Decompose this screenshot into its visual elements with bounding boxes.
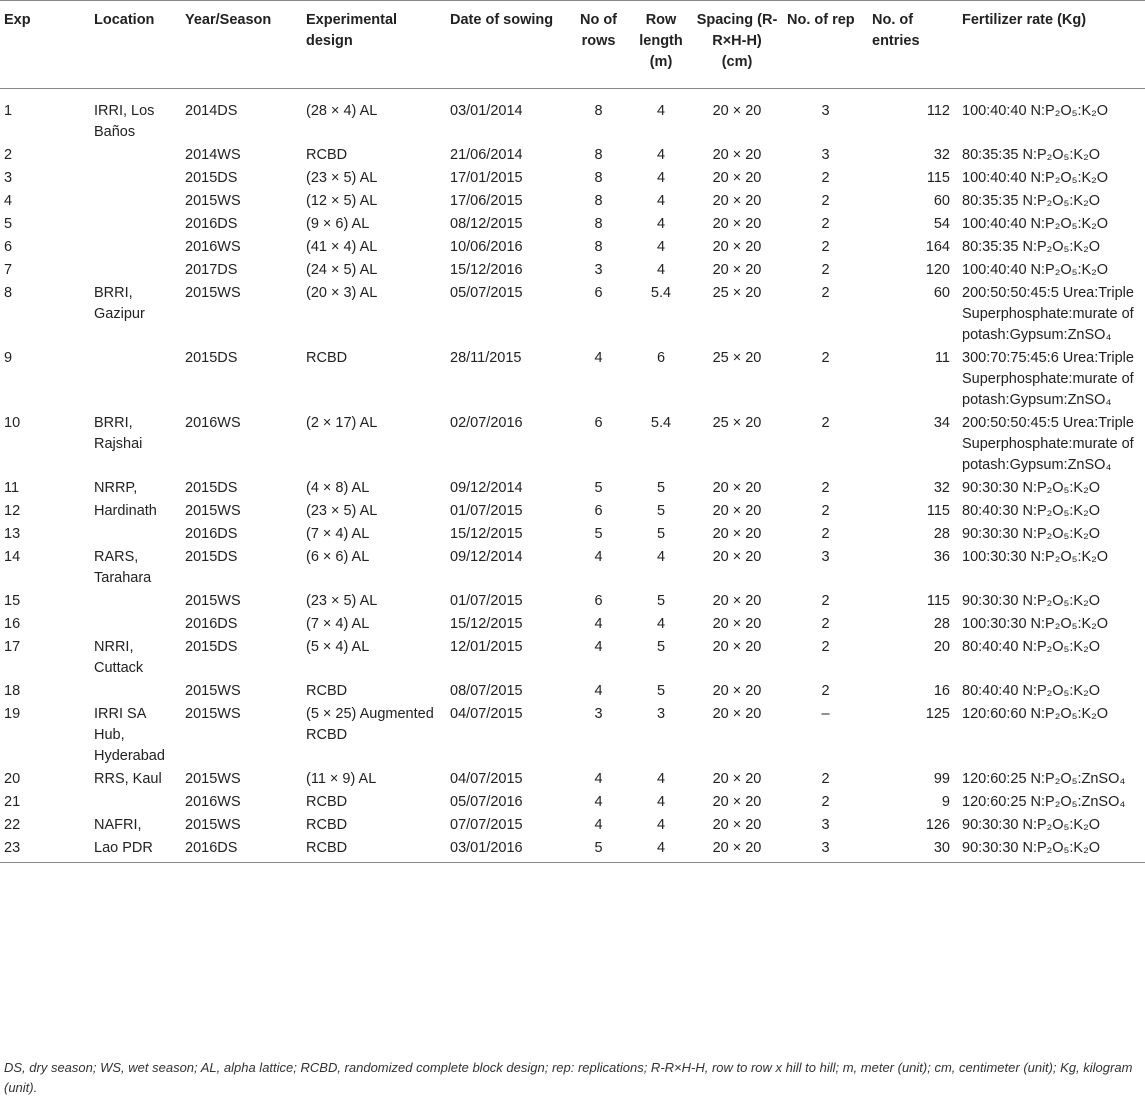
cell-design: (41 × 4) AL — [306, 239, 378, 255]
cell-exp: 15 — [4, 593, 21, 609]
cell-design: (12 × 5) AL — [306, 193, 378, 209]
cell-date: 15/12/2016 — [450, 262, 523, 278]
cell-no-of-entries: 60 — [933, 193, 950, 209]
cell-no-of-rep: 2 — [821, 262, 830, 278]
cell-design: (7 × 4) AL — [306, 616, 370, 632]
cell-no-of-entries: 54 — [933, 216, 950, 232]
cell-fertilizer-rate: 90:30:30 N:P₂O₅:K₂O — [962, 480, 1100, 496]
cell-row-length: 6 — [656, 350, 666, 366]
cell-year-season: 2015WS — [185, 285, 241, 301]
table-row — [0, 346, 1145, 411]
cell-no-of-rep: 2 — [821, 285, 830, 301]
cell-no-of-rep: 2 — [821, 239, 830, 255]
cell-row-length: 4 — [656, 817, 666, 833]
cell-row-length: 4 — [631, 836, 691, 863]
table-row — [0, 476, 1145, 499]
cell-spacing: 20 × 20 — [712, 616, 762, 632]
cell-fertilizer-rate: 100:30:30 N:P₂O₅:K₂O — [962, 616, 1109, 632]
cell-date: 05/07/2016 — [450, 794, 523, 810]
table-row — [0, 189, 1145, 212]
cell-no-of-rep: 2 — [821, 526, 830, 542]
cell-no-of-rows: 5 — [594, 480, 603, 496]
cell-spacing: 20 × 20 — [712, 103, 762, 119]
cell-fertilizer-rate: 90:30:30 N:P₂O₅:K₂O — [962, 526, 1100, 542]
cell-exp: 17 — [4, 639, 21, 655]
cell-no-of-rows: 8 — [594, 103, 603, 119]
cell-design: (5 × 4) AL — [306, 639, 370, 655]
cell-date: 21/06/2014 — [450, 147, 523, 163]
cell-location: IRRI, Los Baños — [94, 103, 155, 140]
cell-fertilizer-rate: 200:50:50:45:5 Urea:Triple Superphosphate:murate of potash:Gypsum:ZnSO₄ — [962, 285, 1134, 343]
cell-no-of-rows: 5 — [566, 836, 631, 863]
cell-exp: 22 — [4, 817, 21, 833]
cell-spacing: 20 × 20 — [712, 526, 762, 542]
cell-exp: 3 — [4, 170, 13, 186]
cell-spacing: 20 × 20 — [712, 480, 762, 496]
cell-row-length: 4 — [656, 794, 666, 810]
cell-exp: 1 — [4, 103, 13, 119]
cell-fertilizer-rate: 100:30:30 N:P₂O₅:K₂O — [962, 549, 1109, 565]
cell-exp: 7 — [4, 262, 13, 278]
cell-no-of-rows: 8 — [594, 216, 603, 232]
cell-year-season: 2016WS — [185, 239, 241, 255]
cell-no-of-rep: 2 — [821, 639, 830, 655]
cell-exp: 19 — [4, 706, 21, 722]
header-exp: Exp — [0, 1, 90, 89]
cell-no-of-rows: 4 — [594, 817, 603, 833]
header-no-of-rows: No of rows — [566, 1, 631, 89]
cell-design: (20 × 3) AL — [306, 285, 378, 301]
cell-fertilizer-rate: 90:30:30 N:P₂O₅:K₂O — [962, 593, 1100, 609]
cell-year-season: 2015DS — [185, 350, 238, 366]
cell-no-of-entries: 30 — [868, 836, 958, 863]
cell-no-of-rep: 3 — [821, 549, 830, 565]
cell-year-season: 2014WS — [185, 147, 241, 163]
cell-spacing: 20 × 20 — [712, 683, 762, 699]
table-row — [0, 813, 1145, 836]
cell-fertilizer-rate: 200:50:50:45:5 Urea:Triple Superphosphate:murate of potash:Gypsum:ZnSO₄ — [962, 415, 1134, 473]
header-no-of-rep: No. of rep — [783, 1, 868, 89]
cell-fertilizer-rate: 80:40:40 N:P₂O₅:K₂O — [962, 639, 1100, 655]
cell-date: 09/12/2014 — [450, 549, 523, 565]
table-row — [0, 790, 1145, 813]
cell-row-length: 5 — [656, 593, 666, 609]
cell-no-of-entries: 120 — [925, 262, 950, 278]
cell-location: RARS, Tarahara — [94, 549, 152, 586]
cell-no-of-rows: 8 — [594, 147, 603, 163]
cell-no-of-rep: – — [821, 706, 830, 722]
cell-row-length: 5 — [656, 683, 666, 699]
cell-no-of-entries: 32 — [933, 147, 950, 163]
cell-design: (6 × 6) AL — [306, 549, 370, 565]
cell-location — [90, 143, 181, 166]
cell-date: 03/01/2016 — [446, 836, 566, 863]
cell-location: Lao PDR — [90, 836, 181, 863]
cell-date: 07/07/2015 — [450, 817, 523, 833]
table-row — [0, 499, 1145, 522]
table-row — [0, 702, 1145, 767]
cell-exp: 4 — [4, 193, 13, 209]
cell-no-of-rep: 3 — [821, 817, 830, 833]
header-no-of-entries: No. of entries — [868, 1, 958, 89]
cell-location: Hardinath — [94, 503, 157, 519]
cell-design: (23 × 5) AL — [306, 170, 378, 186]
table-row — [0, 545, 1145, 589]
cell-no-of-rep: 2 — [821, 593, 830, 609]
cell-no-of-rows: 4 — [594, 771, 603, 787]
header-fertilizer-rate: Fertilizer rate (Kg) — [958, 1, 1145, 89]
cell-row-length: 4 — [656, 170, 666, 186]
cell-no-of-entries: 34 — [933, 415, 950, 431]
cell-design: RCBD — [306, 817, 348, 833]
cell-no-of-rep: 2 — [821, 350, 830, 366]
cell-fertilizer-rate: 120:60:25 N:P₂O₅:ZnSO₄ — [962, 794, 1126, 810]
cell-row-length: 5.4 — [650, 285, 672, 301]
table-row — [0, 767, 1145, 790]
cell-row-length: 3 — [656, 706, 666, 722]
cell-row-length: 4 — [656, 193, 666, 209]
cell-fertilizer-rate: 120:60:60 N:P₂O₅:K₂O — [962, 706, 1109, 722]
cell-exp: 13 — [4, 526, 21, 542]
cell-date: 03/01/2014 — [450, 103, 523, 119]
cell-no-of-rows: 3 — [594, 262, 603, 278]
cell-no-of-rep: 2 — [821, 771, 830, 787]
cell-year-season: 2015WS — [185, 771, 241, 787]
cell-no-of-rows: 4 — [594, 616, 603, 632]
cell-no-of-rows: 4 — [594, 350, 603, 366]
cell-no-of-rep: 2 — [821, 683, 830, 699]
cell-date: 17/01/2015 — [450, 170, 523, 186]
cell-spacing: 25 × 20 — [712, 415, 762, 431]
cell-location: NRRP, — [94, 480, 138, 496]
table-row — [0, 522, 1145, 545]
cell-fertilizer-rate: 90:30:30 N:P₂O₅:K₂O — [958, 836, 1145, 863]
cell-fertilizer-rate: 300:70:75:45:6 Urea:Triple Superphosphate:murate of potash:Gypsum:ZnSO₄ — [962, 350, 1134, 408]
cell-date: 17/06/2015 — [450, 193, 523, 209]
cell-fertilizer-rate: 120:60:25 N:P₂O₅:ZnSO₄ — [962, 771, 1126, 787]
cell-exp: 12 — [4, 503, 21, 519]
cell-no-of-entries: 28 — [933, 526, 950, 542]
cell-fertilizer-rate: 90:30:30 N:P₂O₅:K₂O — [962, 817, 1100, 833]
header-row — [0, 1, 1145, 89]
cell-year-season: 2016DS — [185, 526, 238, 542]
cell-row-length: 5 — [656, 503, 666, 519]
cell-no-of-rep: 3 — [821, 147, 830, 163]
cell-design: (23 × 5) AL — [306, 593, 378, 609]
cell-location: IRRI SA Hub, Hyderabad — [94, 706, 165, 764]
cell-year-season: 2016DS — [185, 616, 238, 632]
cell-date: 12/01/2015 — [450, 639, 523, 655]
cell-no-of-entries: 36 — [933, 549, 950, 565]
cell-exp: 20 — [4, 771, 21, 787]
cell-year-season: 2015WS — [185, 193, 241, 209]
cell-design: (24 × 5) AL — [306, 262, 378, 278]
cell-no-of-rows: 4 — [594, 794, 603, 810]
cell-design: (28 × 4) AL — [306, 103, 378, 119]
cell-date: 28/11/2015 — [450, 350, 522, 366]
cell-no-of-entries: 99 — [933, 771, 950, 787]
cell-design: RCBD — [306, 794, 348, 810]
cell-no-of-rep: 2 — [821, 616, 830, 632]
cell-year-season: 2014DS — [185, 103, 238, 119]
cell-design: (7 × 4) AL — [306, 526, 370, 542]
cell-exp: 5 — [4, 216, 13, 232]
cell-no-of-rows: 4 — [594, 639, 603, 655]
cell-exp: 14 — [4, 549, 21, 565]
cell-no-of-rep: 2 — [821, 480, 830, 496]
cell-spacing: 20 × 20 — [712, 706, 762, 722]
cell-location — [90, 235, 181, 258]
cell-no-of-rows: 8 — [594, 193, 603, 209]
cell-no-of-entries: 112 — [926, 103, 950, 119]
cell-date: 02/07/2016 — [450, 415, 523, 431]
cell-date: 01/07/2015 — [450, 593, 523, 609]
cell-year-season: 2015WS — [185, 593, 241, 609]
cell-no-of-rep: 2 — [821, 503, 830, 519]
header-location: Location — [90, 1, 181, 89]
cell-row-length: 4 — [656, 771, 666, 787]
cell-no-of-entries: 164 — [925, 239, 950, 255]
cell-location — [90, 790, 181, 813]
header-spacing: Spacing (R-R×H-H) (cm) — [691, 1, 783, 89]
cell-no-of-rows: 6 — [594, 593, 603, 609]
cell-fertilizer-rate: 80:35:35 N:P₂O₅:K₂O — [962, 147, 1100, 163]
cell-no-of-entries: 20 — [933, 639, 950, 655]
cell-design: RCBD — [306, 683, 348, 699]
cell-exp: 10 — [4, 415, 21, 431]
cell-no-of-entries: 115 — [926, 593, 950, 609]
cell-exp: 23 — [0, 836, 90, 863]
cell-exp: 18 — [4, 683, 21, 699]
cell-spacing: 20 × 20 — [712, 771, 762, 787]
cell-exp: 2 — [4, 147, 13, 163]
cell-fertilizer-rate: 80:35:35 N:P₂O₅:K₂O — [962, 193, 1100, 209]
cell-spacing: 20 × 20 — [712, 549, 762, 565]
cell-fertilizer-rate: 80:40:30 N:P₂O₅:K₂O — [962, 503, 1100, 519]
table-row — [0, 411, 1145, 476]
cell-design: (11 × 9) AL — [306, 771, 377, 787]
cell-spacing: 25 × 20 — [712, 285, 762, 301]
table-row — [0, 635, 1145, 679]
cell-spacing: 20 × 20 — [712, 639, 762, 655]
table-row — [0, 235, 1145, 258]
cell-location: NRRI, Cuttack — [94, 639, 144, 676]
cell-year-season: 2015WS — [185, 817, 241, 833]
cell-year-season: 2016DS — [181, 836, 302, 863]
cell-no-of-rows: 8 — [594, 239, 603, 255]
cell-location — [90, 346, 181, 411]
cell-no-of-entries: 115 — [926, 503, 950, 519]
cell-design: (2 × 17) AL — [306, 415, 378, 431]
cell-no-of-entries: 60 — [933, 285, 950, 301]
cell-no-of-rows: 6 — [594, 415, 603, 431]
cell-fertilizer-rate: 100:40:40 N:P₂O₅:K₂O — [962, 103, 1109, 119]
cell-no-of-entries: 9 — [941, 794, 950, 810]
cell-no-of-entries: 11 — [934, 350, 950, 366]
cell-no-of-rep: 2 — [821, 170, 830, 186]
cell-no-of-entries: 28 — [933, 616, 950, 632]
cell-year-season: 2015WS — [185, 503, 241, 519]
cell-date: 08/07/2015 — [450, 683, 523, 699]
cell-fertilizer-rate: 100:40:40 N:P₂O₅:K₂O — [962, 216, 1109, 232]
cell-row-length: 4 — [656, 616, 666, 632]
cell-location — [90, 166, 181, 189]
cell-no-of-rows: 8 — [594, 170, 603, 186]
cell-date: 04/07/2015 — [450, 706, 523, 722]
cell-date: 15/12/2015 — [450, 616, 523, 632]
cell-row-length: 5 — [656, 526, 666, 542]
cell-no-of-rows: 4 — [594, 683, 603, 699]
cell-row-length: 4 — [656, 216, 666, 232]
cell-no-of-rows: 6 — [594, 503, 603, 519]
cell-design: RCBD — [306, 350, 348, 366]
cell-date: 15/12/2015 — [450, 526, 523, 542]
table-row — [0, 258, 1145, 281]
cell-no-of-rows: 6 — [594, 285, 603, 301]
cell-fertilizer-rate: 80:40:40 N:P₂O₅:K₂O — [962, 683, 1100, 699]
table-row — [0, 836, 1145, 863]
cell-exp: 9 — [4, 350, 13, 366]
cell-year-season: 2016WS — [185, 794, 241, 810]
table-row — [0, 89, 1145, 144]
cell-design: (23 × 5) AL — [306, 503, 378, 519]
cell-design: (9 × 6) AL — [306, 216, 370, 232]
cell-fertilizer-rate: 100:40:40 N:P₂O₅:K₂O — [962, 170, 1109, 186]
cell-no-of-rep: 3 — [783, 836, 868, 863]
cell-year-season: 2015DS — [185, 639, 238, 655]
cell-spacing: 25 × 20 — [712, 350, 762, 366]
cell-no-of-rep: 2 — [821, 794, 830, 810]
table-footnote: DS, dry season; WS, wet season; AL, alpha lattice; RCBD, randomized complete block design; rep: replications; R-R×H-H, row to row x hill to hill; m, meter (unit); cm, centimeter (unit); Kg, kilogram (unit). — [4, 1060, 1133, 1095]
cell-fertilizer-rate: 80:35:35 N:P₂O₅:K₂O — [962, 239, 1100, 255]
cell-fertilizer-rate: 100:40:40 N:P₂O₅:K₂O — [962, 262, 1109, 278]
cell-spacing: 20 × 20 — [712, 170, 762, 186]
cell-no-of-entries: 126 — [925, 817, 950, 833]
cell-no-of-rows: 5 — [594, 526, 603, 542]
cell-row-length: 5.4 — [650, 415, 672, 431]
cell-location — [90, 679, 181, 702]
cell-row-length: 4 — [656, 549, 666, 565]
cell-no-of-rep: 2 — [821, 415, 830, 431]
cell-year-season: 2016WS — [185, 415, 241, 431]
table-row — [0, 281, 1145, 346]
cell-no-of-entries: 16 — [933, 683, 950, 699]
cell-year-season: 2015DS — [185, 549, 238, 565]
cell-no-of-rows: 3 — [594, 706, 603, 722]
cell-location — [90, 189, 181, 212]
table-body — [0, 89, 1145, 863]
cell-exp: 6 — [4, 239, 13, 255]
table-row — [0, 612, 1145, 635]
cell-no-of-entries: 32 — [933, 480, 950, 496]
cell-spacing: 20 × 20 — [712, 216, 762, 232]
cell-spacing: 20 × 20 — [712, 262, 762, 278]
table-row — [0, 143, 1145, 166]
cell-spacing: 20 × 20 — [712, 147, 762, 163]
cell-date: 08/12/2015 — [450, 216, 523, 232]
cell-year-season: 2015DS — [185, 480, 238, 496]
cell-row-length: 4 — [656, 262, 666, 278]
header-experimental-design: Experimental design — [302, 1, 446, 89]
table-row — [0, 166, 1145, 189]
cell-year-season: 2015WS — [185, 683, 241, 699]
cell-location: BRRI, Rajshai — [94, 415, 143, 452]
cell-spacing: 20 × 20 — [712, 503, 762, 519]
cell-row-length: 4 — [656, 147, 666, 163]
cell-spacing: 20 × 20 — [712, 817, 762, 833]
cell-location — [90, 212, 181, 235]
cell-year-season: 2016DS — [185, 216, 238, 232]
table-row — [0, 212, 1145, 235]
cell-location: RRS, Kaul — [94, 771, 162, 787]
cell-location — [90, 612, 181, 635]
cell-no-of-entries: 115 — [926, 170, 950, 186]
header-date-of-sowing: Date of sowing — [446, 1, 566, 89]
cell-exp: 21 — [4, 794, 21, 810]
table-row — [0, 679, 1145, 702]
cell-no-of-entries: 125 — [925, 706, 950, 722]
cell-exp: 8 — [4, 285, 13, 301]
cell-design: (4 × 8) AL — [306, 480, 370, 496]
cell-spacing: 20 × 20 — [712, 593, 762, 609]
cell-no-of-rep: 2 — [821, 193, 830, 209]
cell-no-of-rows: 4 — [594, 549, 603, 565]
cell-design: (5 × 25) Augmented RCBD — [306, 706, 434, 743]
header-year-season: Year/Season — [181, 1, 302, 89]
cell-date: 10/06/2016 — [450, 239, 523, 255]
cell-location — [90, 522, 181, 545]
cell-year-season: 2015DS — [185, 170, 238, 186]
cell-row-length: 5 — [656, 480, 666, 496]
cell-location: BRRI, Gazipur — [94, 285, 145, 322]
cell-exp: 16 — [4, 616, 21, 632]
header-row-length: Row length (m) — [631, 1, 691, 89]
cell-location — [90, 589, 181, 612]
cell-year-season: 2015WS — [185, 706, 241, 722]
cell-spacing: 20 × 20 — [712, 239, 762, 255]
table-row — [0, 589, 1145, 612]
cell-row-length: 4 — [656, 239, 666, 255]
cell-year-season: 2017DS — [185, 262, 238, 278]
cell-spacing: 20 × 20 — [712, 794, 762, 810]
cell-row-length: 4 — [656, 103, 666, 119]
cell-location: NAFRI, — [94, 817, 142, 833]
cell-no-of-rep: 3 — [821, 103, 830, 119]
cell-date: 04/07/2015 — [450, 771, 523, 787]
cell-date: 01/07/2015 — [450, 503, 523, 519]
cell-design: RCBD — [306, 147, 348, 163]
cell-row-length: 5 — [656, 639, 666, 655]
cell-spacing: 20 × 20 — [712, 193, 762, 209]
cell-location — [90, 258, 181, 281]
cell-exp: 11 — [4, 480, 20, 496]
cell-no-of-rep: 2 — [821, 216, 830, 232]
cell-date: 09/12/2014 — [450, 480, 523, 496]
cell-date: 05/07/2015 — [450, 285, 523, 301]
cell-design: RCBD — [302, 836, 446, 863]
cell-spacing: 20 × 20 — [691, 836, 783, 863]
